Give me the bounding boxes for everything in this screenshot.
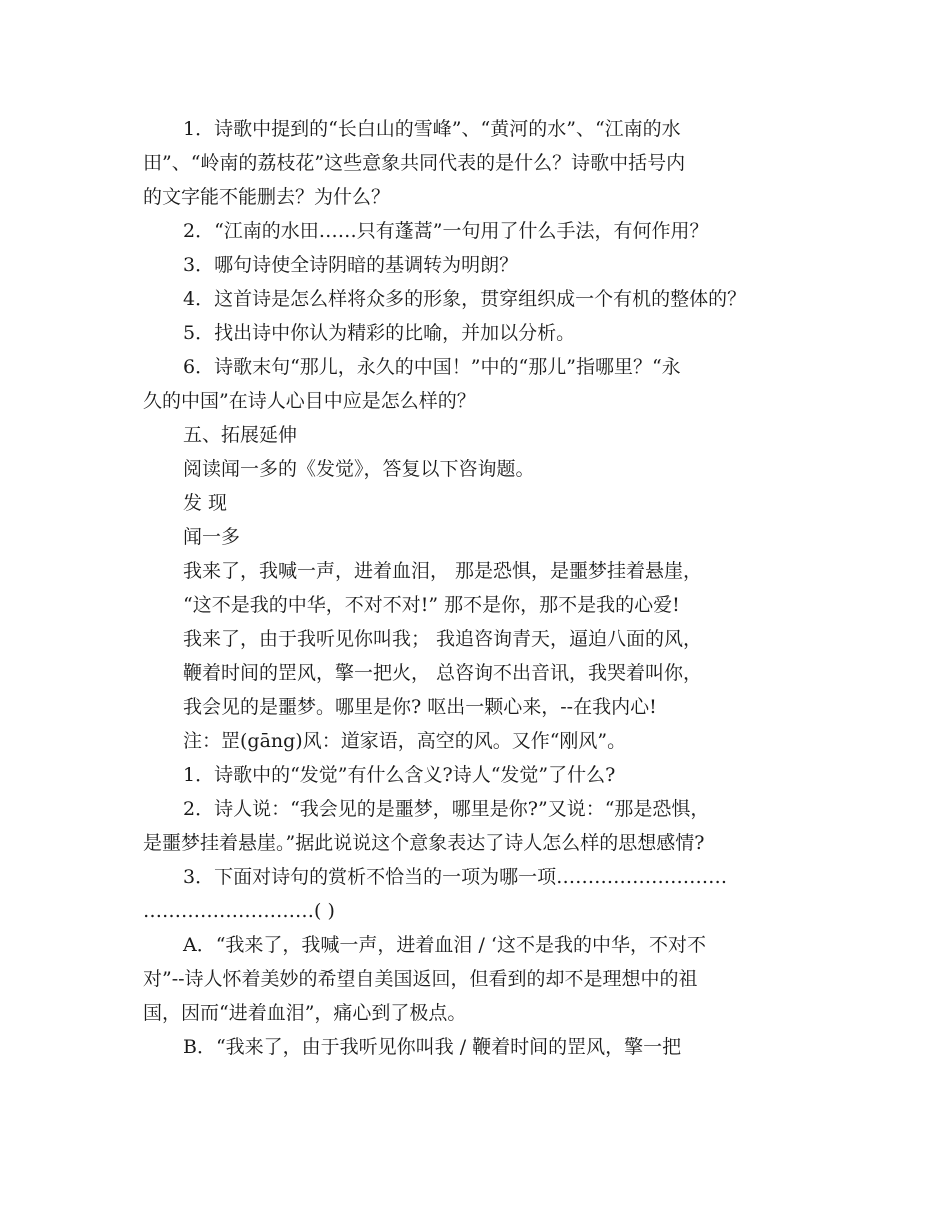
reading-question-1 xyxy=(143,758,823,792)
text-line: 对”--诗人怀着美妙的希望自美国返回，但看到的却不是理想中的祖 xyxy=(143,968,698,990)
question-6 xyxy=(143,350,823,418)
text-line: 5．找出诗中你认为精彩的比喻，并加以分析。 xyxy=(183,322,576,344)
text-line: 6．诗歌末句“那儿，永久的中国！”中的“那儿”指哪里？“永 xyxy=(183,356,681,378)
text-line: 1．诗歌中的“发觉”有什么含义?诗人“发觉”了什么? xyxy=(183,764,616,786)
option-a xyxy=(143,928,823,1030)
poem-line: 我来了，由于我听见你叫我； 我追咨询青天，逼迫八面的风， xyxy=(183,628,703,650)
reading-question-3 xyxy=(143,860,823,928)
text-line: 2．诗人说：“我会见的是噩梦，哪里是你?”又说：“那是恐惧， xyxy=(183,798,710,820)
text-line: 2．“江南的水田……只有蓬蒿”一句用了什么手法，有何作用？ xyxy=(183,220,709,242)
section-heading: 五、拓展延伸 xyxy=(183,424,298,446)
reading-question-2 xyxy=(143,792,823,860)
poem-note: 注：罡(gāng)风：道家语，高空的风。又作“刚风”。 xyxy=(183,730,627,752)
poem-title: 发 现 xyxy=(183,492,228,514)
text-line: A．“我来了，我喊一声，进着血泪 / ‘这不是我的中华，不对不 xyxy=(183,934,706,956)
question-4 xyxy=(143,282,823,316)
poem-author: 闻一多 xyxy=(183,526,241,548)
text-line: 3．哪句诗使全诗阴暗的基调转为明朗？ xyxy=(183,254,519,276)
question-3 xyxy=(143,248,823,282)
poem xyxy=(143,486,823,758)
poem-line: 鞭着时间的罡风，擎一把火， 总咨询不出音讯，我哭着叫你， xyxy=(183,662,703,684)
poem-line: “这不是我的中华，不对不对!” 那不是你，那不是我的心爱! xyxy=(183,594,680,616)
poem-line: 我来了，我喊一声，进着血泪， 那是恐惧，是噩梦挂着悬崖， xyxy=(183,560,703,582)
text-line: 1．诗歌中提到的“长白山的雪峰”、“黄河的水”、“江南的水 xyxy=(183,118,681,140)
reading-intro: 阅读闻一多的《发觉》，答复以下咨询题。 xyxy=(183,458,535,480)
question-2 xyxy=(143,214,823,248)
text-line: 久的中国”在诗人心目中应是怎么样的？ xyxy=(143,390,476,412)
text-line: B．“我来了，由于我听见你叫我 / 鞭着时间的罡风，擎一把 xyxy=(183,1036,682,1058)
text-line: 4．这首诗是怎么样将众多的形象，贯穿组织成一个有机的整体的？ xyxy=(183,288,747,310)
document-body xyxy=(143,112,823,1064)
text-line: 3．下面对诗句的赏析不恰当的一项为哪一项……………………… xyxy=(183,866,728,888)
poem-line: 我会见的是噩梦。哪里是你? 呕出一颗心来，--在我内心! xyxy=(183,696,657,718)
question-1 xyxy=(143,112,823,214)
text-line: ………………………( ) xyxy=(143,900,335,922)
option-b xyxy=(143,1030,823,1064)
text-line: 国，因而“进着血泪”，痛心到了极点。 xyxy=(143,1002,467,1024)
text-line: 田”、“岭南的荔枝花”这些意象共同代表的是什么？诗歌中括号内 xyxy=(143,152,686,174)
text-line: 是噩梦挂着悬崖。”据此说说这个意象表达了诗人怎么样的思想感情? xyxy=(143,832,705,854)
text-line: 的文字能不能删去？为什么？ xyxy=(143,186,391,208)
question-5 xyxy=(143,316,823,350)
